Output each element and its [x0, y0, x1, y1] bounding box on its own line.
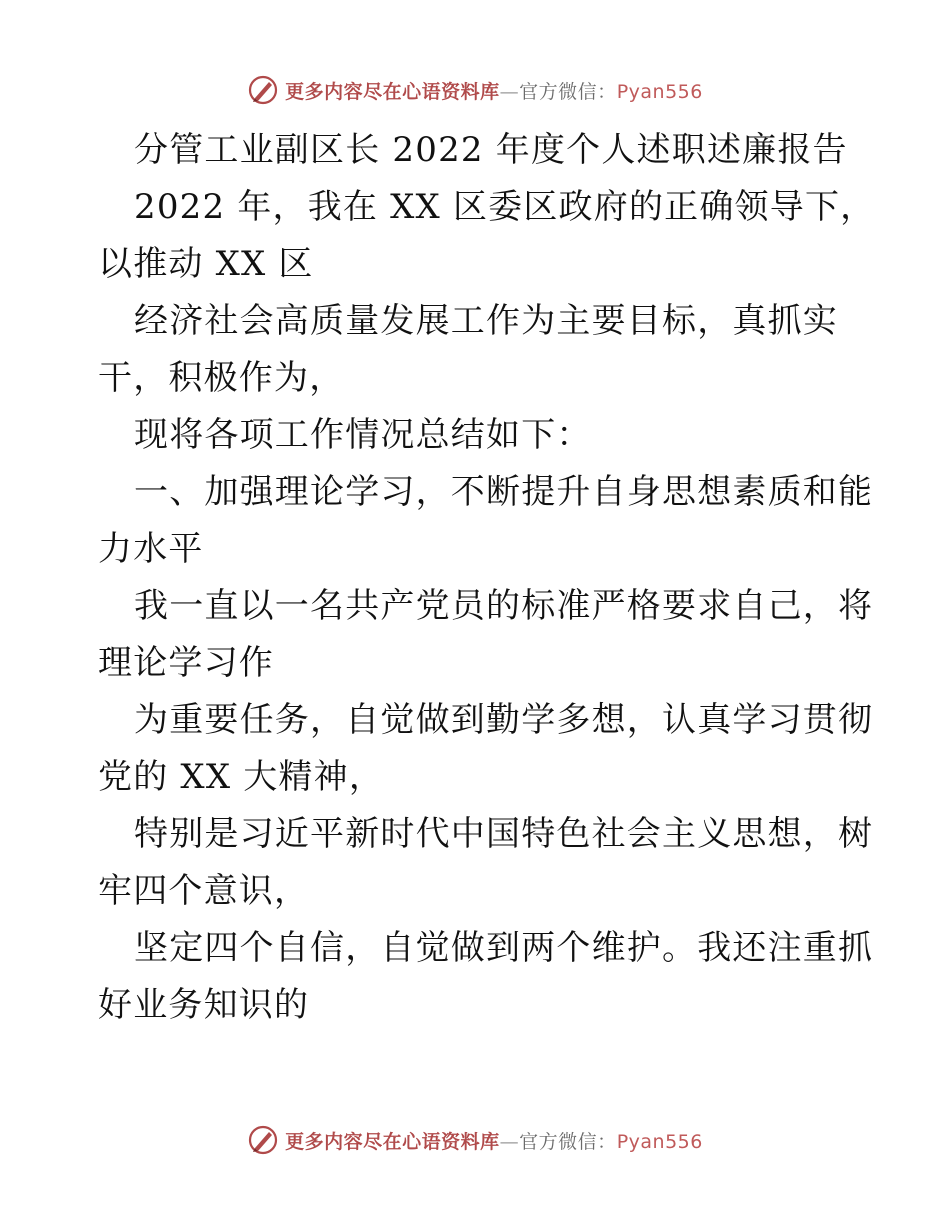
watermark-wechat-label: 官方微信：	[519, 1130, 617, 1153]
paragraph-line: 以推动 XX 区	[98, 244, 314, 284]
section-heading-continued: 力水平	[98, 529, 204, 569]
footer-watermark	[0, 1120, 950, 1160]
watermark-dash: —	[499, 80, 520, 103]
paragraph-line: 为重要任务，自觉做到勤学多想，认真学习贯彻	[134, 700, 874, 740]
watermark-main: 更多内容尽在心语资料库	[285, 80, 500, 103]
pen-logo-icon	[247, 74, 279, 106]
watermark-main: 更多内容尽在心语资料库	[285, 1130, 500, 1153]
paragraph-line: 现将各项工作情况总结如下：	[134, 415, 592, 455]
watermark-wechat-id: Pyan556	[616, 1130, 703, 1153]
document-title: 分管工业副区长 2022 年度个人述职述廉报告	[134, 130, 848, 170]
paragraph-line: 干，积极作为，	[98, 358, 345, 398]
watermark-text	[285, 1127, 703, 1154]
watermark-dash: —	[499, 1130, 520, 1153]
pen-logo-icon	[247, 1124, 279, 1156]
paragraph-line: 理论学习作	[98, 643, 274, 683]
paragraph-line: 好业务知识的	[98, 985, 310, 1025]
paragraph-line: 牢四个意识，	[98, 871, 310, 911]
paragraph-line: 党的 XX 大精神，	[98, 757, 385, 797]
paragraph-line: 特别是习近平新时代中国特色社会主义思想，树	[134, 814, 874, 854]
paragraph-line: 我一直以一名共产党员的标准严格要求自己，将	[134, 586, 874, 626]
paragraph-line: 经济社会高质量发展工作为主要目标，真抓实	[134, 301, 838, 341]
section-heading: 一、加强理论学习，不断提升自身思想素质和能	[134, 472, 874, 512]
watermark-wechat-id: Pyan556	[616, 80, 703, 103]
watermark-text	[285, 77, 703, 104]
paragraph-line: 2022 年，我在 XX 区委区政府的正确领导下，	[134, 187, 876, 227]
paragraph-line: 坚定四个自信，自觉做到两个维护。我还注重抓	[134, 928, 874, 968]
watermark-wechat-label: 官方微信：	[519, 80, 617, 103]
document-body	[98, 122, 876, 1034]
header-watermark	[0, 70, 950, 110]
